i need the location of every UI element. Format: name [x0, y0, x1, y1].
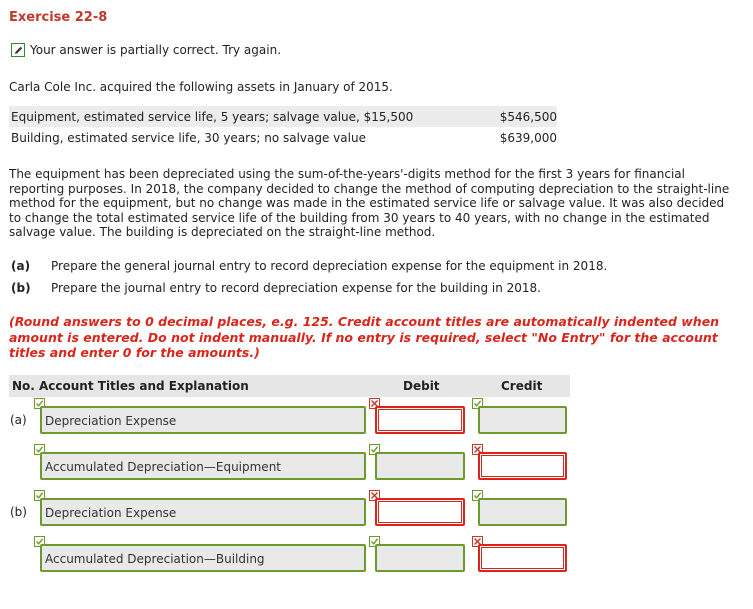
question-label: (a) — [11, 259, 31, 273]
account-title-field[interactable]: Accumulated Depreciation—Building — [40, 544, 366, 572]
asset-description: Equipment, estimated service life, 5 years; salvage value, $15,500 — [11, 109, 414, 124]
problem-paragraph: The equipment has been depreciated using the sum-of-the-years'-digits method for the first 3 years for financial reporting purposes. In 2018, the company decided to change the method of computing depreciation to the straight-line method for the equipment, but no change was made in the estimated service life or salvage value. It was also decided to change the total estimated service life of the building from 30 years to 40 years, with no change in the estimated salvage value. The building is depreciated on the straight-line method. — [9, 167, 730, 239]
question-b — [11, 281, 541, 295]
debit-amount-field[interactable] — [375, 498, 465, 526]
asset-amount: $639,000 — [499, 130, 557, 145]
credit-amount-field[interactable] — [478, 544, 567, 572]
account-title-field[interactable]: Accumulated Depreciation—Equipment — [40, 452, 366, 480]
asset-row-building — [9, 127, 557, 148]
credit-amount-field[interactable] — [478, 406, 567, 434]
question-text: Prepare the general journal entry to record depreciation expense for the equipment in 2018. — [51, 259, 608, 273]
asset-description: Building, estimated service life, 30 years; no salvage value — [11, 130, 366, 145]
instructions: (Round answers to 0 decimal places, e.g. 125. Credit account titles are automatically indented when amount is entered. Do not indent manually. If no entry is required, select "No Entry" for the account titles and enter 0 for the amounts.) — [9, 314, 720, 360]
header-account: Account Titles and Explanation — [39, 379, 249, 393]
credit-amount-field[interactable] — [478, 452, 567, 480]
debit-amount-field[interactable] — [375, 406, 465, 434]
asset-amount: $546,500 — [499, 109, 557, 124]
question-a — [11, 259, 607, 273]
intro-text: Carla Cole Inc. acquired the following assets in January of 2015. — [9, 80, 393, 94]
account-title-field[interactable]: Depreciation Expense — [40, 406, 366, 434]
account-title-field[interactable]: Depreciation Expense — [40, 498, 366, 526]
debit-amount-field[interactable] — [375, 544, 465, 572]
exercise-title: Exercise 22-8 — [9, 10, 108, 25]
entry-no-label: (a) — [10, 413, 27, 427]
journal-table-header — [9, 375, 570, 397]
status-row — [11, 43, 281, 57]
assets-table — [9, 106, 557, 148]
credit-amount-field[interactable] — [478, 498, 567, 526]
asset-row-equipment — [9, 106, 557, 127]
debit-amount-field[interactable] — [375, 452, 465, 480]
header-no: No. — [12, 379, 35, 393]
entry-no-label: (b) — [10, 505, 27, 519]
header-debit: Debit — [403, 379, 440, 393]
status-message: Your answer is partially correct. Try again. — [30, 43, 282, 57]
question-label: (b) — [11, 281, 31, 295]
question-text: Prepare the journal entry to record depreciation expense for the building in 2018. — [51, 281, 541, 295]
header-credit: Credit — [501, 379, 543, 393]
pencil-icon — [11, 43, 25, 57]
